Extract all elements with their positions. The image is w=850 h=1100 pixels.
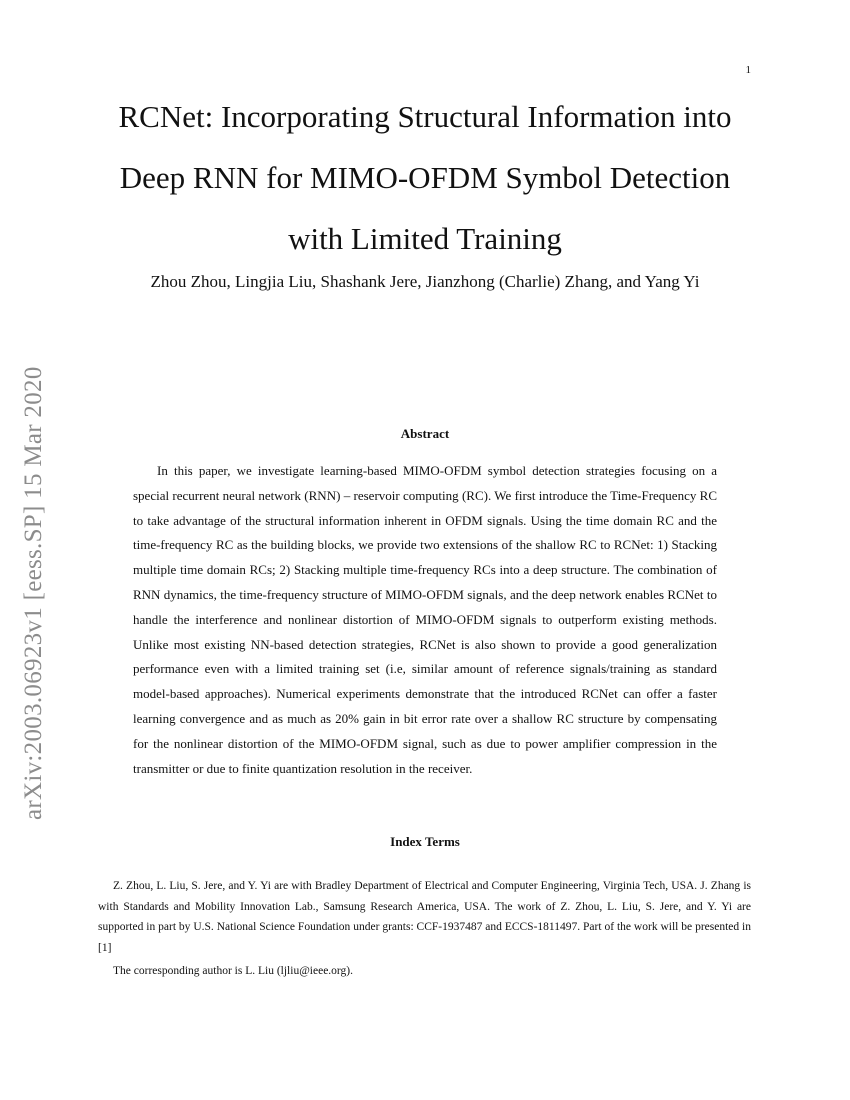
arxiv-identifier-stamp: arXiv:2003.06923v1 [eess.SP] 15 Mar 2020 [20, 366, 47, 820]
abstract-body: In this paper, we investigate learning-based MIMO-OFDM symbol detection strategies focusing on a special recurrent neural network (RNN) – reservoir computing (RC). We first introduce the Time-Frequency RC to take advantage of the structural information inherent in OFDM signals. Using the time domain RC and the time-frequency RC as the building blocks, we provide two extensions of the shallow RC to RCNet: 1) Stacking multiple time domain RCs; 2) Stacking multiple time-frequency RCs into a deep structure. The combination of RNN dynamics, the time-frequency structure of MIMO-OFDM signals, and the deep network enables RCNet to handle the interference and nonlinear distortion of MIMO-OFDM signals to outperform existing methods. Unlike most existing NN-based detection strategies, RCNet is also shown to provide a good generalization performance even with a limited training set (i.e, similar amount of reference signals/training as standard model-based approaches). Numerical experiments demonstrate that the introduced RCNet can offer a faster learning convergence and as much as 20% gain in bit error rate over a shallow RC structure by compensating for the nonlinear distortion of the MIMO-OFDM signal, such as due to power amplifier compression in the transmitter or due to finite quantization resolution in the receiver. [133, 463, 717, 776]
abstract-heading: Abstract [400, 426, 450, 441]
paper-title: RCNet: Incorporating Structural Information into Deep RNN for MIMO-OFDM Symbol Detection with Limited Training [118, 99, 732, 256]
corresponding-author-footnote: The corresponding author is L. Liu (ljliu@ieee.org). [113, 965, 353, 977]
page-number: 1 [745, 64, 751, 76]
index-terms-heading: Index Terms [390, 834, 460, 849]
author-list: Zhou Zhou, Lingjia Liu, Shashank Jere, Jianzhong (Charlie) Zhang, and Yang Yi [150, 272, 700, 291]
affiliation-footnote: Z. Zhou, L. Liu, S. Jere, and Y. Yi are with Bradley Department of Electrical and Computer Engineering, Virginia Tech, USA. J. Zhang is with Standards and Mobility Innovation Lab., Samsung Research America, USA. The work of Z. Zhou, L. Liu, S. Jere, and Y. Yi are supported in part by U.S. National Science Foundation under grants: CCF-1937487 and ECCS-1811497. Part of the work will be presented in [1] [98, 880, 751, 954]
